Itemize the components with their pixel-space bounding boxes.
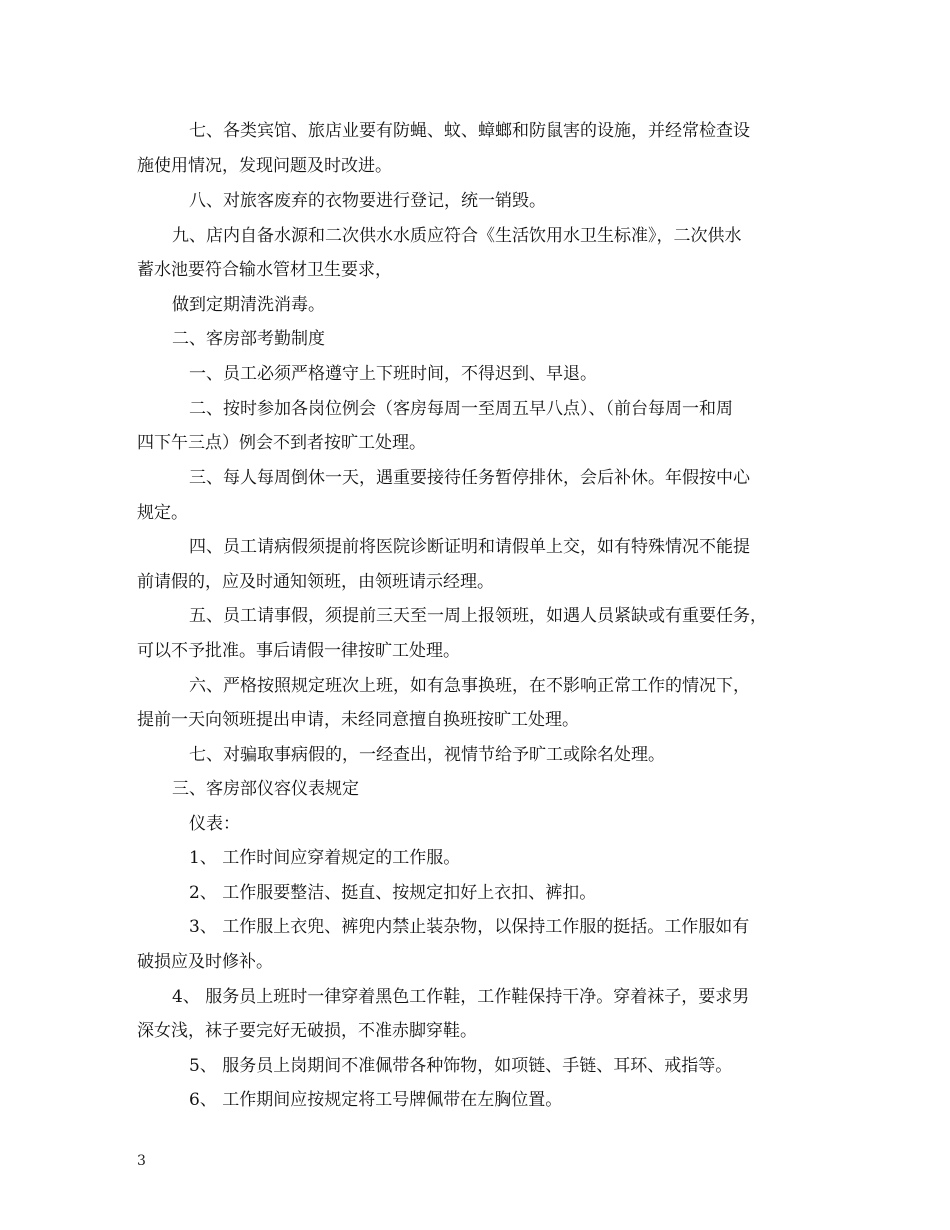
text-line: 可以不予批准。事后请假一律按旷工处理。 bbox=[137, 641, 460, 661]
text-line: 一、员工必须严格遵守上下班时间，不得迟到、早退。 bbox=[189, 364, 597, 384]
text-line: 七、对骗取事病假的，一经查出，视情节给予旷工或除名处理。 bbox=[189, 745, 665, 765]
section-heading: 二、客房部考勤制度 bbox=[172, 329, 325, 349]
text-line: 前请假的，应及时通知领班，由领班请示经理。 bbox=[137, 572, 494, 592]
text-line: 深女浅，袜子要完好无破损，不准赤脚穿鞋。 bbox=[137, 1021, 477, 1041]
list-item: 4、 服务员上班时一律穿着黑色工作鞋，工作鞋保持干净。穿着袜子，要求男 bbox=[172, 987, 750, 1007]
list-item: 1、 工作时间应穿着规定的工作服。 bbox=[189, 848, 461, 868]
list-item: 2、 工作服要整洁、挺直、按规定扣好上衣扣、裤扣。 bbox=[189, 883, 597, 903]
section-heading: 三、客房部仪容仪表规定 bbox=[172, 779, 359, 799]
text-line: 规定。 bbox=[137, 503, 188, 523]
text-line: 二、按时参加各岗位例会（客房每周一至周五早八点）、（前台每周一和周 bbox=[189, 399, 733, 419]
text-line: 做到定期清洗消毒。 bbox=[172, 295, 325, 315]
text-line: 四、员工请病假须提前将医院诊断证明和请假单上交，如有特殊情况不能提 bbox=[189, 537, 750, 557]
text-line: 提前一天向领班提出申请，未经同意擅自换班按旷工处理。 bbox=[137, 710, 579, 730]
text-line: 五、员工请事假，须提前三天至一周上报领班，如遇人员紧缺或有重要任务， bbox=[189, 606, 767, 626]
text-line: 蓄水池要符合输水管材卫生要求， bbox=[137, 260, 392, 280]
text-line: 破损应及时修补。 bbox=[137, 952, 273, 972]
text-line: 六、严格按照规定班次上班，如有急事换班，在不影响正常工作的情况下， bbox=[189, 676, 750, 696]
text-line: 施使用情况，发现问题及时改进。 bbox=[137, 156, 392, 176]
text-line: 八、对旅客废弃的衣物要进行登记，统一销毁。 bbox=[189, 191, 546, 211]
page-number: 3 bbox=[137, 1153, 146, 1169]
text-line: 三、每人每周倒休一天，遇重要接待任务暂停排休，会后补休。年假按中心 bbox=[189, 468, 750, 488]
text-line: 九、店内自备水源和二次供水水质应符合《生活饮用水卫生标准》，二次供水 bbox=[172, 226, 742, 246]
text-line: 七、各类宾馆、旅店业要有防蝇、蚊、蟑螂和防鼠害的设施，并经常检查设 bbox=[189, 121, 750, 141]
text-line: 四下午三点）例会不到者按旷工处理。 bbox=[137, 433, 426, 453]
text-line: 仪表： bbox=[189, 814, 240, 834]
list-item: 5、 服务员上岗期间不准佩带各种饰物，如项链、手链、耳环、戒指等。 bbox=[189, 1056, 733, 1076]
list-item: 6、 工作期间应按规定将工号牌佩带在左胸位置。 bbox=[189, 1090, 563, 1110]
list-item: 3、 工作服上衣兜、裤兜内禁止装杂物，以保持工作服的挺括。工作服如有 bbox=[189, 917, 750, 937]
